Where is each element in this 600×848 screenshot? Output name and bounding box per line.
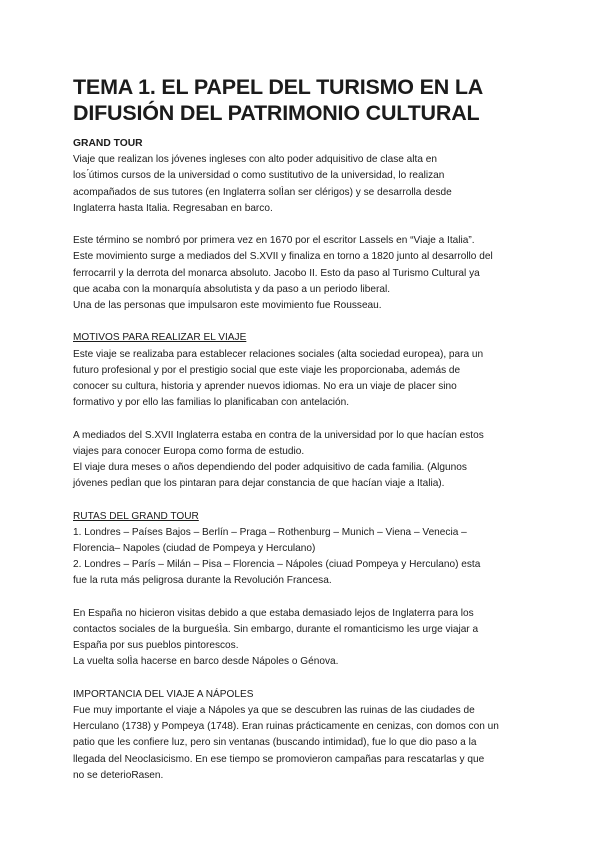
text-line: contactos sociales de la burgueśÌa. Sin embargo, durante el romanticismo les urge viajar a: [73, 624, 479, 636]
text-line: jóvenes pedÌan que los pintaran para dejar constancia de que hacían viaje a Italia).: [73, 478, 445, 490]
text-line: viajes para conocer Europa como forma de estudio.: [73, 445, 305, 457]
paragraph: [73, 233, 533, 314]
paragraph: [73, 525, 533, 590]
paragraph: [73, 347, 533, 412]
text-line: La vuelta solÌa hacerse en barco desde Nápoles o Génova.: [73, 656, 339, 668]
text-line: llegada del Neoclasicismo. En ese tiempo se promovieron campañas para rescatarlas y que: [73, 753, 485, 765]
title-line-1: TEMA 1. EL PAPEL DEL TURISMO EN LA: [73, 75, 483, 99]
section-heading: GRAND TOUR: [73, 138, 143, 149]
section-heading: MOTIVOS PARA REALIZAR EL VIAJE: [73, 332, 247, 344]
text-line: Herculano (1738) y Pompeya (1748). Eran ruinas prácticamente en cenizas, con domos con un: [73, 721, 499, 733]
paragraph: [73, 703, 533, 784]
title-line-2: DIFUSIÓN DEL PATRIMONIO CULTURAL: [73, 101, 480, 125]
page-title: [73, 74, 543, 126]
text-line: ferrocarril y la derrota del monarca absoluto. Jacobo II. Esto da paso al Turismo Cultural ya: [73, 267, 480, 279]
text-line: Florencia– Napoles (ciudad de Pompeya y Herculano): [73, 543, 316, 555]
text-line: acompañados de sus tutores (en Inglaterra solÌan ser clérigos) y se desarrolla desde: [73, 186, 452, 198]
text-line: Fue muy importante el viaje a Nápoles ya que se descubren las ruinas de las ciudades de: [73, 705, 475, 717]
text-line: 1. Londres – Países Bajos – Berlín – Praga – Rothenburg – Munich – Viena – Venecia –: [73, 526, 467, 538]
text-line: fue la ruta más peligrosa durante la Revolución Francesa.: [73, 575, 332, 587]
text-line: formativo y por ello las familias lo planificaban con antelación.: [73, 397, 350, 409]
paragraph: [73, 606, 533, 671]
text-line: conocer su cultura, historia y aprender nuevos idiomas. No era un viaje de placer sino: [73, 381, 457, 393]
section-motivos: [73, 330, 533, 492]
text-line: los ́útimos cursos de la universidad o como sustitutivo de la universidad, lo realizan: [73, 170, 445, 182]
text-line: Viaje que realizan los jóvenes ingleses con alto poder adquisitivo de clase alta en: [73, 154, 437, 166]
section-napoles: [73, 687, 533, 784]
section-rutas: [73, 509, 533, 671]
text-line: El viaje dura meses o años dependiendo del poder adquisitivo de cada familia. (Algunos: [73, 462, 467, 474]
section-heading: RUTAS DEL GRAND TOUR: [73, 510, 199, 522]
text-line: A mediados del S.XVII Inglaterra estaba en contra de la universidad por lo que hacían estos: [73, 429, 484, 441]
text-line: En España no hicieron visitas debido a que estaba demasiado lejos de Inglaterra para los: [73, 607, 474, 619]
text-line: patio que les confiere luz, pero sin ventanas (buscando intimidad), fue lo que dio paso a la: [73, 737, 477, 749]
text-line: Una de las personas que impulsaron este movimiento fue Rousseau.: [73, 300, 382, 312]
text-line: España por sus pueblos pintorescos.: [73, 640, 239, 652]
paragraph: [73, 428, 533, 493]
text-line: Este movimiento surge a mediados del S.XVII y finaliza en torno a 1820 junto al desarrollo del: [73, 251, 493, 263]
text-line: 2. Londres – París – Milán – Pisa – Florencia – Nápoles (ciuad Pompeya y Herculano) esta: [73, 559, 481, 571]
section-heading: IMPORTANCIA DEL VIAJE A NÁPOLES: [73, 688, 254, 700]
text-line: que acaba con la monarquía absolutista y da paso a un periodo liberal.: [73, 283, 391, 295]
text-line: no se deterioRasen.: [73, 769, 164, 781]
text-line: Este término se nombró por primera vez en 1670 por el escritor Lassels en “Viaje a Italia”.: [73, 235, 475, 247]
text-line: futuro profesional y por el prestigio social que este viaje les proporcionaba, además de: [73, 364, 461, 376]
text-line: Este viaje se realizaba para establecer relaciones sociales (alta sociedad europea), para un: [73, 348, 484, 360]
paragraph: [73, 152, 533, 217]
document-body: [73, 136, 533, 784]
section-grand-tour: [73, 136, 533, 314]
text-line: Inglaterra hasta Italia. Regresaban en barco.: [73, 202, 273, 214]
